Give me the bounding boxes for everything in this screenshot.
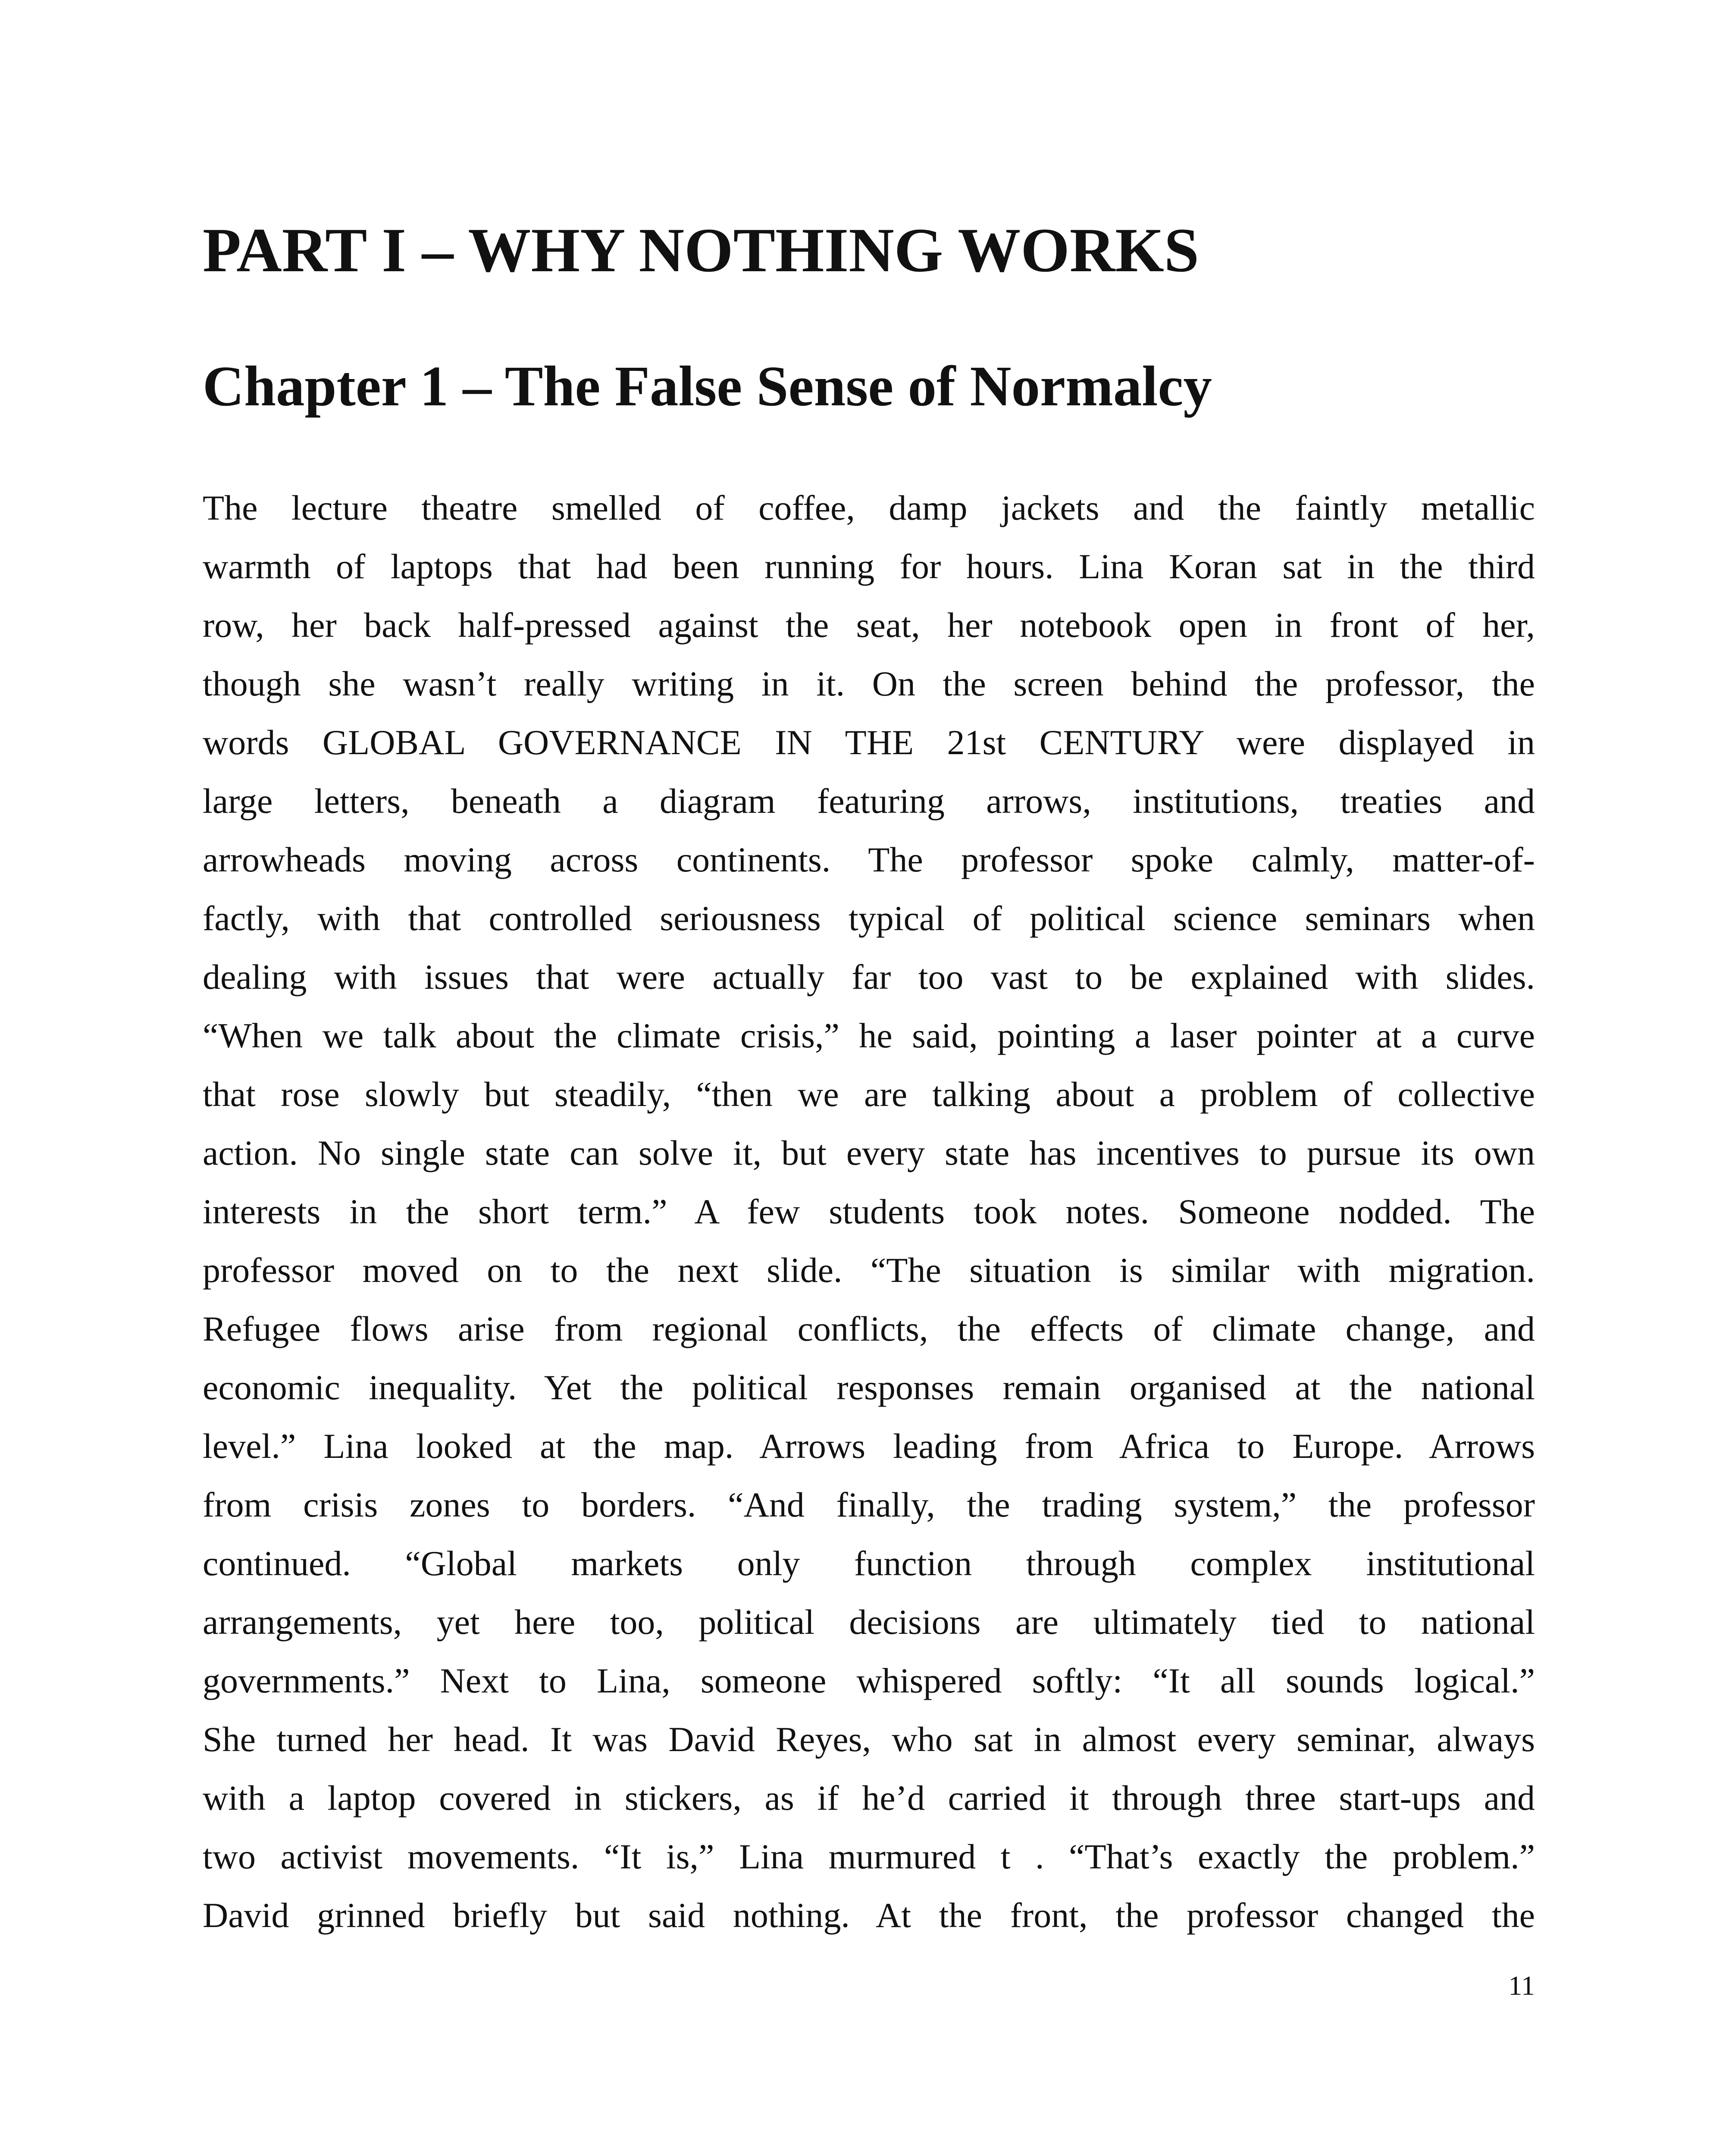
part-title: PART I – WHY NOTHING WORKS — [203, 215, 1199, 285]
text-line: She turned her head. It was David Reyes, who sat in almost every seminar, always — [203, 1720, 1535, 1759]
text-line: arrowheads moving across continents. The professor spoke calmly, matter-of- — [203, 840, 1535, 879]
text-line: level.” Lina looked at the map. Arrows leading from Africa to Europe. Arrows — [203, 1426, 1535, 1466]
text-line: action. No single state can solve it, but every state has incentives to pursue its own — [203, 1133, 1535, 1172]
text-line: row, her back half-pressed against the seat, her notebook open in front of her, — [203, 605, 1535, 645]
text-line: from crisis zones to borders. “And finally, the trading system,” the professor — [203, 1485, 1535, 1524]
text-line: factly, with that controlled seriousness typical of political science seminars when — [203, 899, 1535, 938]
text-line: with a laptop covered in stickers, as if he’d carried it through three start-ups and — [203, 1778, 1535, 1818]
text-line: economic inequality. Yet the political responses remain organised at the national — [203, 1368, 1535, 1407]
text-line: that rose slowly but steadily, “then we are talking about a problem of collective — [203, 1075, 1535, 1114]
text-line: words GLOBAL GOVERNANCE IN THE 21st CENTURY were displayed in — [203, 723, 1535, 762]
text-line: governments.” Next to Lina, someone whispered softly: “It all sounds logical.” — [203, 1661, 1535, 1700]
text-line: large letters, beneath a diagram featuring arrows, institutions, treaties and — [203, 781, 1535, 821]
text-line: though she wasn’t really writing in it. On the screen behind the professor, the — [203, 664, 1535, 703]
text-line: Refugee flows arise from regional conflicts, the effects of climate change, and — [203, 1309, 1535, 1348]
text-line: David grinned briefly but said nothing. At the front, the professor changed the — [203, 1896, 1535, 1935]
text-line: warmth of laptops that had been running for hours. Lina Koran sat in the third — [203, 547, 1535, 586]
text-line: “When we talk about the climate crisis,” he said, pointing a laser pointer at a curve — [203, 1016, 1535, 1055]
body-paragraph — [203, 479, 1535, 1945]
page-number: 11 — [1508, 1970, 1535, 2001]
text-line: two activist movements. “It is,” Lina murmured t . “That’s exactly the problem.” — [203, 1837, 1535, 1876]
text-line: interests in the short term.” A few students took notes. Someone nodded. The — [203, 1192, 1535, 1231]
chapter-title: Chapter 1 – The False Sense of Normalcy — [203, 354, 1212, 418]
text-line: continued. “Global markets only function through complex institutional — [203, 1544, 1535, 1583]
text-line: The lecture theatre smelled of coffee, damp jackets and the faintly metallic — [203, 488, 1535, 527]
text-line: arrangements, yet here too, political decisions are ultimately tied to national — [203, 1602, 1535, 1642]
text-line: professor moved on to the next slide. “The situation is similar with migration. — [203, 1250, 1535, 1290]
text-line: dealing with issues that were actually far too vast to be explained with slides. — [203, 957, 1535, 997]
